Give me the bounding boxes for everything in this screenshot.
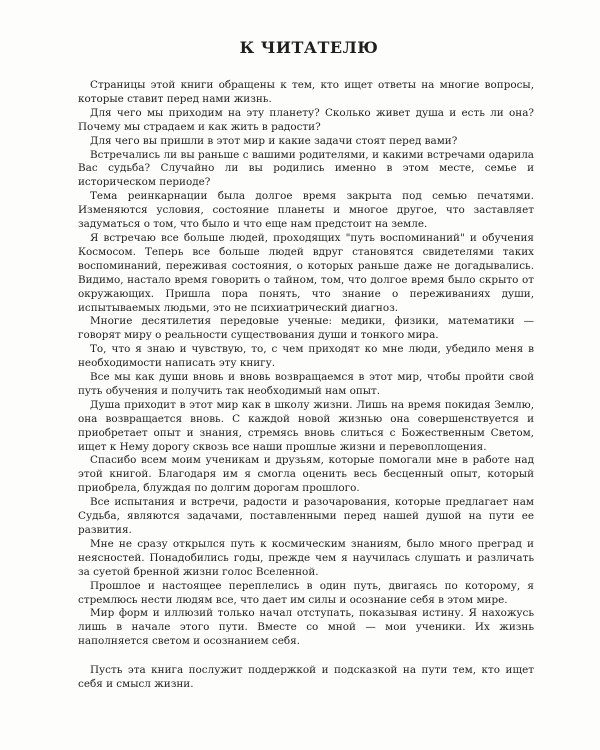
paragraph: Душа приходит в этот мир как в школу жизни. Лишь на время покидая Землю, она возвращается вновь. С каждой новой жизнью она совершенствуется и приобретает опыт и знания, стремясь вновь слиться с Божественным Светом, ищет к Нему дорогу сквозь все наши прошлые жизни и перевоплощения.: [78, 398, 534, 453]
paragraph: Все испытания и встречи, радости и разочарования, которые предлагает нам Судьба, являются задачами, поставленными перед нашей душой на пути ее развития.: [78, 496, 534, 536]
paragraph: Встречались ли вы раньше с вашими родителями, и какими встречами одарила Вас судьба? Случайно ли вы родились именно в этом месте, семье и историческом периоде?: [78, 148, 534, 189]
paragraph: Для чего вы пришли в этот мир и какие задачи стоят перед вами?: [90, 134, 458, 147]
page-title: К ЧИТАТЕЛЮ: [239, 38, 379, 57]
paragraph: Тема реинкарнации была долгое время закрыта под семью печатями. Изменяются условия, состояние планеты и многое другое, что заставляет задуматься о том, что было и что еще нам предстоит на земле.: [78, 190, 534, 231]
paragraph: То, что я знаю и чувствую, то, с чем приходят ко мне люди, убедило меня в необходимости написать эту книгу.: [78, 343, 534, 370]
paragraph: Все мы как души вновь и вновь возвращаемся в этот мир, чтобы пройти свой путь обучения и получить так необходимый нам опыт.: [78, 371, 534, 397]
paragraph: Мне не сразу открылся путь к космическим знаниям, было много преград и неясностей. Понадобились годы, прежде чем я научилась слушать и различать за суетой бренной жизни голос Вселенной.: [78, 537, 534, 578]
closing-paragraph: Пусть эта книга послужит поддержкой и подсказкой на пути тем, кто ищет себя и смысл жизни.: [78, 664, 534, 691]
paragraph: Страницы этой книги обращены к тем, кто ищет ответы на многие вопросы, которые ставит перед нами жизнь.: [78, 79, 534, 105]
paragraph: Прошлое и настоящее переплелись в один путь, двигаясь по которому, я стремлюсь нести людям все, что дает им силы и осознание себя в этом мире.: [78, 579, 534, 606]
paragraph: Я встречаю все больше людей, проходящих "путь воспоминаний" и обучения Космосом. Теперь все больше людей вдруг становятся свидетелями таких воспоминаний, переживая состояния, о которых раньше даже не догадывались. Видимо, настало время говорить о тайном, том, что долгое время было скрыто от окружающих. Пришла пора понять, что знание о переживаниях души, испытываемых людьми, это не психиатрический диагноз.: [78, 231, 534, 314]
paragraph: Многие десятилетия передовые ученые: медики, физики, математики — говорят миру о реальности существования души и тонкого мира.: [78, 315, 534, 342]
body-text: [78, 79, 534, 692]
paragraph: Для чего мы приходим на эту планету? Сколько живет душа и есть ли она? Почему мы страдаем и как жить в радости?: [78, 106, 534, 133]
paragraph: Мир форм и иллюзий только начал отступать, показывая истину. Я нахожусь лишь в начале этого пути. Вместе со мной — мои ученики. Их жизнь наполняется светом и осознанием себя.: [78, 607, 534, 648]
paragraph: Спасибо всем моим ученикам и друзьям, которые помогали мне в работе над этой книгой. Благодаря им я смогла оценить весь бесценный опыт, который приобрела, блуждая по долгим дорогам прошлого.: [78, 454, 534, 495]
